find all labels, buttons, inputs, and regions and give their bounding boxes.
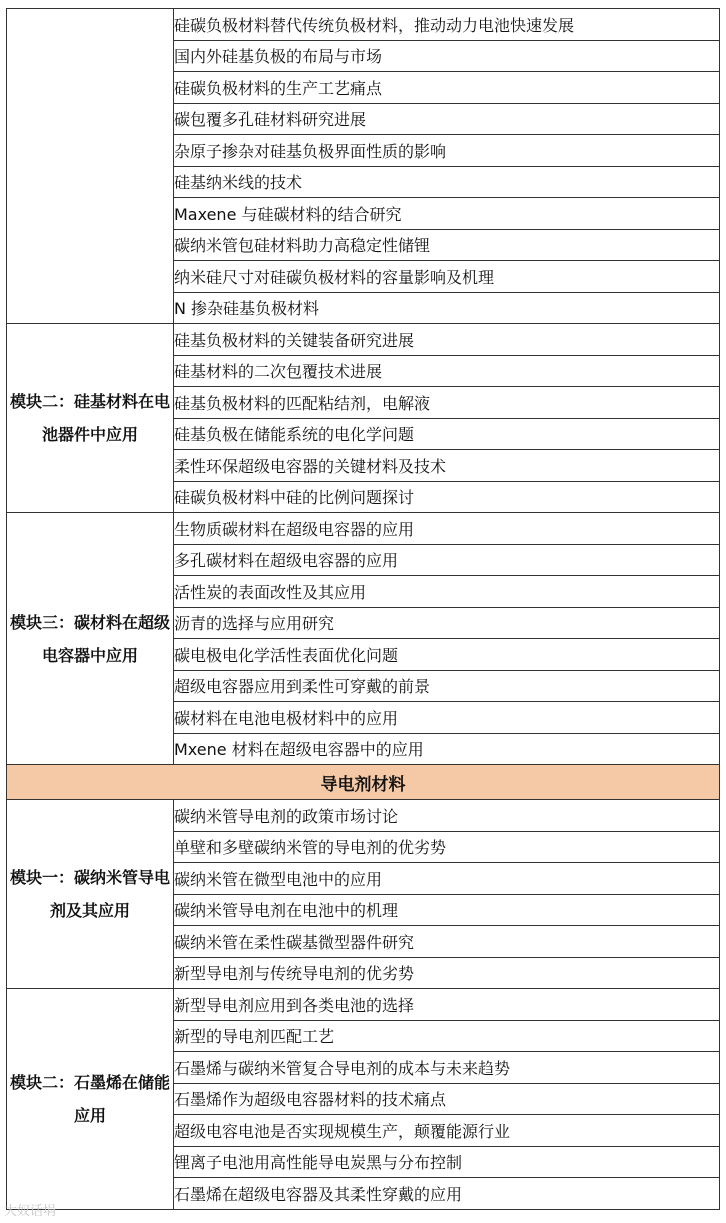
table-row bbox=[7, 9, 720, 41]
topic-item: 新型导电剂应用到各类电池的选择 bbox=[174, 989, 720, 1021]
topic-item: 超级电容电池是否实现规模生产，颠覆能源行业 bbox=[174, 1115, 720, 1147]
topic-item: 杂原子掺杂对硅基负极界面性质的影响 bbox=[174, 135, 720, 167]
topic-item: 碳电极电化学活性表面优化问题 bbox=[174, 639, 720, 671]
topic-item: 柔性环保超级电容器的关键材料及技术 bbox=[174, 450, 720, 482]
topic-item: 超级电容器应用到柔性可穿戴的前景 bbox=[174, 670, 720, 702]
topic-item: 石墨烯与碳纳米管复合导电剂的成本与未来趋势 bbox=[174, 1052, 720, 1084]
topic-item: 硅基纳米线的技术 bbox=[174, 166, 720, 198]
topic-item: 石墨烯在超级电容器及其柔性穿戴的应用 bbox=[174, 1178, 720, 1210]
topic-item: 碳纳米管在柔性碳基微型器件研究 bbox=[174, 926, 720, 958]
topic-item: 碳包覆多孔硅材料研究进展 bbox=[174, 103, 720, 135]
topic-item: Mxene 材料在超级电容器中的应用 bbox=[174, 733, 720, 765]
topic-item: 多孔碳材料在超级电容器的应用 bbox=[174, 544, 720, 576]
topic-item: 碳材料在电池电极材料中的应用 bbox=[174, 702, 720, 734]
topic-item: 碳纳米管包硅材料助力高稳定性储锂 bbox=[174, 229, 720, 261]
topic-item: 硅碳负极材料的生产工艺痛点 bbox=[174, 72, 720, 104]
topic-item: 硅基材料的二次包覆技术进展 bbox=[174, 355, 720, 387]
course-table bbox=[6, 8, 720, 1210]
table-row bbox=[7, 513, 720, 545]
topic-item: 碳纳米管导电剂在电池中的机理 bbox=[174, 894, 720, 926]
topic-item: 碳纳米管在微型电池中的应用 bbox=[174, 863, 720, 895]
topic-item: 碳纳米管导电剂的政策市场讨论 bbox=[174, 800, 720, 832]
topic-item: 纳米硅尺寸对硅碳负极材料的容量影响及机理 bbox=[174, 261, 720, 293]
table-row bbox=[7, 324, 720, 356]
table-row bbox=[7, 800, 720, 832]
topic-item: 石墨烯作为超级电容器材料的技术痛点 bbox=[174, 1083, 720, 1115]
topic-item: 硅碳负极材料替代传统负极材料，推动动力电池快速发展 bbox=[174, 9, 720, 41]
topic-item: 单壁和多壁碳纳米管的导电剂的优劣势 bbox=[174, 831, 720, 863]
topic-item: 硅碳负极材料中硅的比例问题探讨 bbox=[174, 481, 720, 513]
table-row bbox=[7, 989, 720, 1021]
section-row bbox=[7, 765, 720, 800]
module-title bbox=[7, 9, 174, 324]
topic-item: 硅基负极材料的关键装备研究进展 bbox=[174, 324, 720, 356]
module-title: 模块一：碳纳米管导电剂及其应用 bbox=[7, 800, 174, 989]
topic-item: 沥青的选择与应用研究 bbox=[174, 607, 720, 639]
section-title: 导电剂材料 bbox=[7, 765, 720, 800]
watermark: 大奴话埍 bbox=[4, 1204, 57, 1219]
topic-item: 硅基负极材料的匹配粘结剂，电解液 bbox=[174, 387, 720, 419]
topic-item: 新型的导电剂匹配工艺 bbox=[174, 1020, 720, 1052]
topic-item: 硅基负极在储能系统的电化学问题 bbox=[174, 418, 720, 450]
topic-item: 生物质碳材料在超级电容器的应用 bbox=[174, 513, 720, 545]
topic-item: 活性炭的表面改性及其应用 bbox=[174, 576, 720, 608]
topic-item: N 掺杂硅基负极材料 bbox=[174, 292, 720, 324]
topic-item: Maxene 与硅碳材料的结合研究 bbox=[174, 198, 720, 230]
topic-item: 国内外硅基负极的布局与市场 bbox=[174, 40, 720, 72]
module-title: 模块二：硅基材料在电池器件中应用 bbox=[7, 324, 174, 513]
module-title: 模块二：石墨烯在储能应用 bbox=[7, 989, 174, 1210]
course-table-body bbox=[7, 9, 720, 1210]
topic-item: 新型导电剂与传统导电剂的优劣势 bbox=[174, 957, 720, 989]
module-title: 模块三：碳材料在超级电容器中应用 bbox=[7, 513, 174, 765]
topic-item: 锂离子电池用高性能导电炭黑与分布控制 bbox=[174, 1146, 720, 1178]
